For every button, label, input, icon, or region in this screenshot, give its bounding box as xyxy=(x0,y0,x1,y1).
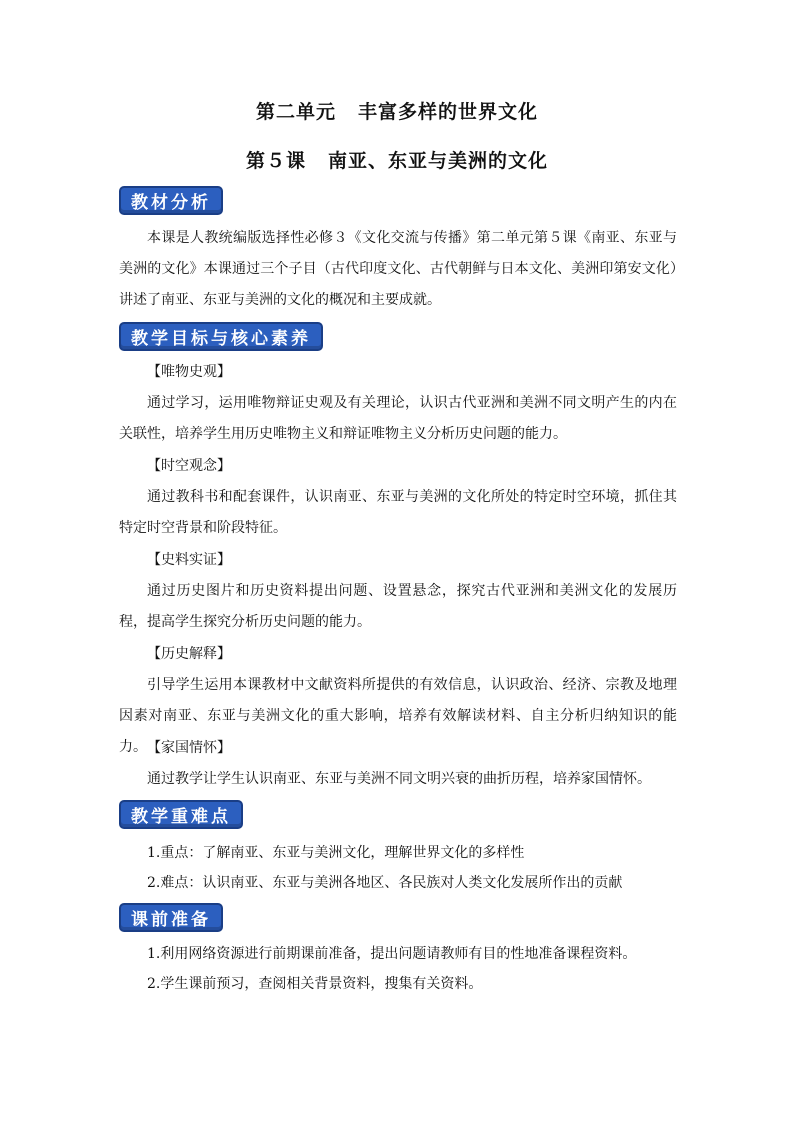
section-badge-key-points: 教学重难点 xyxy=(119,800,243,829)
goal-label-patriotism: 【家国情怀】 xyxy=(147,740,231,756)
goal-label-spacetime: 【时空观念】 xyxy=(147,458,231,474)
preparation-item: 1.利用网络资源进行前期课前准备，提出问题请教师有目的性地准备课程资料。 xyxy=(147,946,637,962)
section-badge-analysis: 教材分析 xyxy=(119,186,223,215)
goal-label-evidence: 【史料实证】 xyxy=(147,552,231,568)
preparation-item: 2.学生课前预习，查阅相关背景资料，搜集有关资料。 xyxy=(147,976,483,992)
section-badge-goals: 教学目标与核心素养 xyxy=(119,322,323,351)
analysis-paragraph: 本课是人教统编版选择性必修３《文化交流与传播》第二单元第５课《南亚、东亚与美洲的文化》本课通过三个子目（古代印度文化、古代朝鲜与日本文化、美洲印第安文化）讲述了南亚、东亚与美洲的文化的概况和主要成就。 xyxy=(119,230,677,308)
goal-label-interpretation: 【历史解释】 xyxy=(147,646,231,662)
key-point-item: 1.重点：了解南亚、东亚与美洲文化，理解世界文化的多样性 xyxy=(147,845,525,861)
goal-text-spacetime: 通过教科书和配套课件，认识南亚、东亚与美洲的文化所处的特定时空环境，抓住其特定时空背景和阶段特征。 xyxy=(119,489,677,536)
goal-text-evidence: 通过历史图片和历史资料提出问题、设置悬念，探究古代亚洲和美洲文化的发展历程，提高学生探究分析历史问题的能力。 xyxy=(119,583,677,630)
section-badge-preparation: 课前准备 xyxy=(119,903,223,932)
goal-text-materialism: 通过学习，运用唯物辩证史观及有关理论，认识古代亚洲和美洲不同文明产生的内在关联性，培养学生用历史唯物主义和辩证唯物主义分析历史问题的能力。 xyxy=(119,395,677,442)
goal-label-materialism: 【唯物史观】 xyxy=(147,364,231,380)
unit-title-number: 第二单元 xyxy=(255,101,336,123)
lesson-title-name: 南亚、东亚与美洲的文化 xyxy=(328,150,549,172)
goal-text-patriotism: 通过教学让学生认识南亚、东亚与美洲不同文明兴衰的曲折历程，培养家国情怀。 xyxy=(147,771,651,787)
unit-title xyxy=(0,97,794,124)
lesson-title-number: 第５课 xyxy=(245,150,306,172)
unit-title-name: 丰富多样的世界文化 xyxy=(358,101,539,123)
lesson-title xyxy=(0,146,794,173)
difficulty-item: 2.难点：认识南亚、东亚与美洲各地区、各民族对人类文化发展所作出的贡献 xyxy=(147,875,623,891)
goal-text-interpretation: 引导学生运用本课教材中文献资料所提供的有效信息，认识政治、经济、宗教及地理因素对南亚、东亚与美洲文化的重大影响，培养有效解读材料、自主分析归纳知识的能力。 xyxy=(119,677,677,755)
